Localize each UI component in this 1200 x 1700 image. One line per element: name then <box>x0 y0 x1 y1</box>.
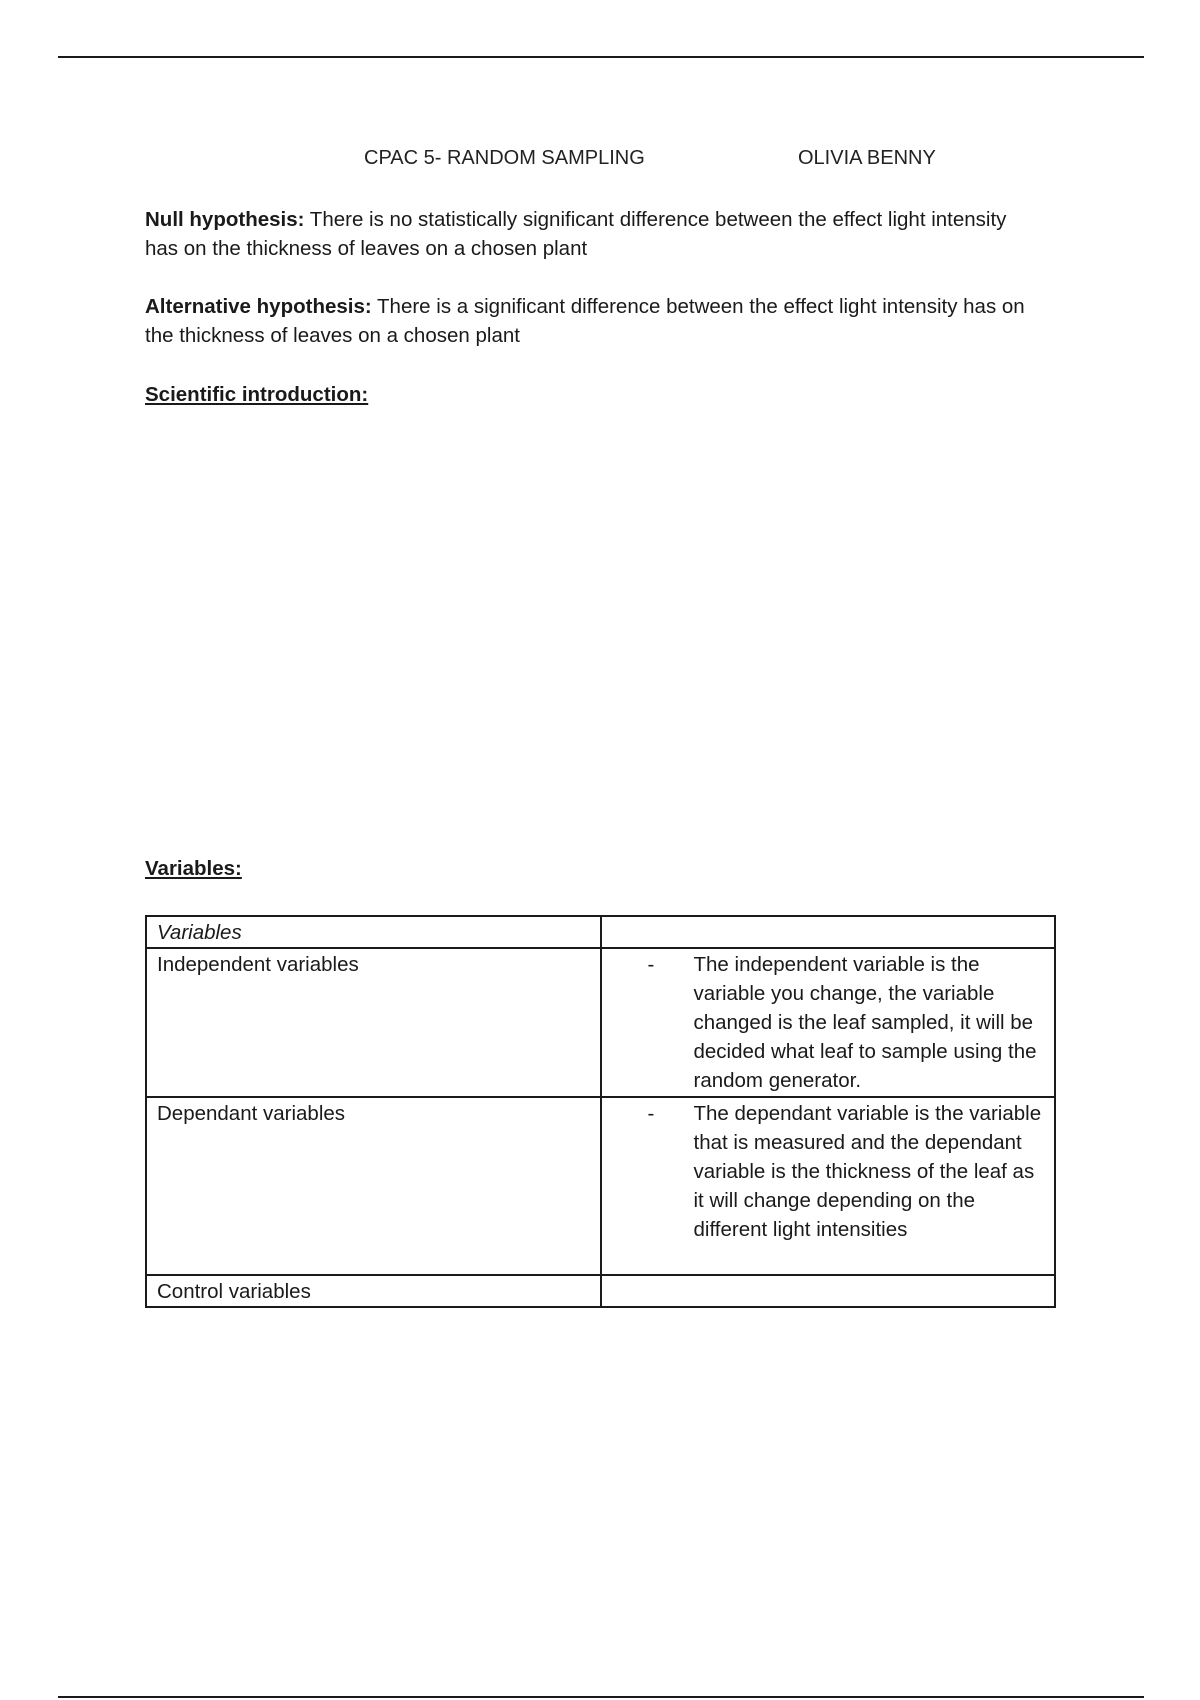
variables-section <box>145 854 1045 883</box>
independent-variables-description-cell <box>601 948 1056 1097</box>
control-variables-label: Control variables <box>146 1275 601 1307</box>
bottom-rule <box>58 1696 1144 1698</box>
variables-heading: Variables: <box>145 857 242 880</box>
table-header-cell: Variables <box>146 916 601 948</box>
scientific-introduction-heading: Scientific introduction: <box>145 383 369 406</box>
table-row <box>146 948 1055 1097</box>
table-header-row <box>146 916 1055 948</box>
independent-variables-label: Independent variables <box>146 948 601 1097</box>
scientific-introduction-section <box>145 380 1045 409</box>
bullet-dash: - <box>647 953 655 976</box>
table-header-empty-cell <box>601 916 1056 948</box>
bullet-dash: - <box>647 1102 655 1125</box>
null-hypothesis-label: Null hypothesis: <box>145 208 305 231</box>
alternative-hypothesis-text: There is a significant difference between the effect light intensity has on the thickness of leaves on a chosen plant <box>145 295 1025 347</box>
dependant-variables-description-cell <box>601 1097 1056 1275</box>
author-name: OLIVIA BENNY <box>798 147 936 169</box>
control-variables-description-cell <box>601 1275 1056 1307</box>
top-rule <box>58 56 1144 58</box>
dependant-variables-description: The dependant variable is the variable that is measured and the dependant variable is the thickness of the leaf as it will change depending on the different light intensities <box>693 1102 1042 1241</box>
alternative-hypothesis <box>145 292 1045 350</box>
independent-variables-description: The independent variable is the variable you change, the variable changed is the leaf sampled, it will be decided what leaf to sample using the random generator. <box>693 953 1037 1092</box>
document-title: CPAC 5- RANDOM SAMPLING <box>364 147 645 169</box>
variables-table <box>145 915 1056 1308</box>
dependant-variables-label: Dependant variables <box>146 1097 601 1275</box>
null-hypothesis <box>145 205 1045 263</box>
alternative-hypothesis-label: Alternative hypothesis: <box>145 295 372 318</box>
table-row <box>146 1275 1055 1307</box>
null-hypothesis-text: There is no statistically significant difference between the effect light intensity has on the thickness of leaves on a chosen plant <box>145 208 1007 260</box>
table-row <box>146 1097 1055 1275</box>
